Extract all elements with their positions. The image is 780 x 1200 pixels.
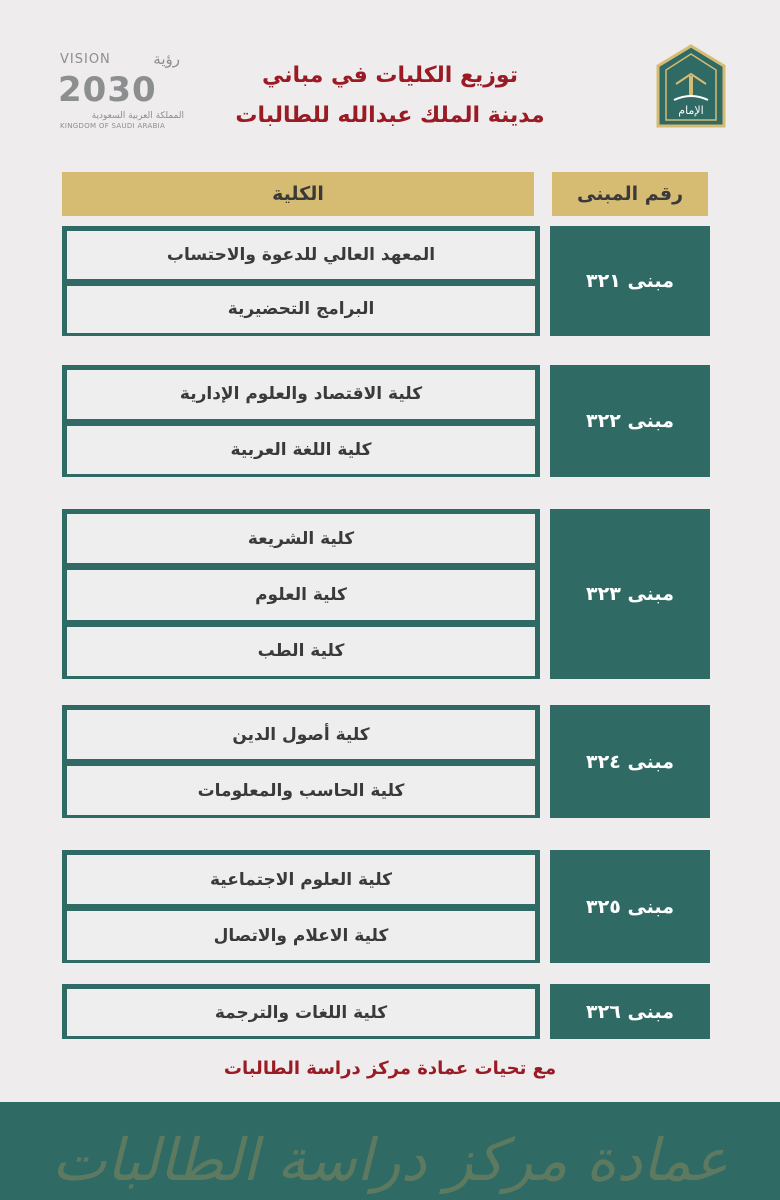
university-logo-text: الإمام xyxy=(678,104,704,117)
calligraphy-watermark: عمادة مركز دراسة الطالبات xyxy=(51,1126,729,1194)
college-cell: كلية الطب xyxy=(67,627,535,676)
college-cell: كلية الاعلام والاتصال xyxy=(67,911,535,960)
building-number: مبنى ٣٢٦ xyxy=(550,984,710,1039)
header-building: رقم المبنى xyxy=(552,172,708,216)
building-group-324 xyxy=(62,705,710,818)
footer-note: مع تحيات عمادة مركز دراسة الطالبات xyxy=(223,1058,557,1079)
building-number: مبنى ٣٢٤ xyxy=(550,705,710,818)
building-number: مبنى ٣٢٥ xyxy=(550,850,710,963)
building-number: مبنى ٣٢٣ xyxy=(550,509,710,679)
college-cell: كلية الشريعة xyxy=(67,514,535,563)
page-title xyxy=(200,56,580,136)
university-logo xyxy=(656,44,726,128)
college-cell: البرامج التحضيرية xyxy=(67,286,535,334)
building-group-326 xyxy=(62,984,710,1039)
college-cell: كلية أصول الدين xyxy=(67,710,535,759)
building-group-321 xyxy=(62,226,710,336)
college-cell: المعهد العالي للدعوة والاحتساب xyxy=(67,231,535,279)
header-college: الكلية xyxy=(62,172,534,216)
title-line-1: توزيع الكليات في مباني xyxy=(262,63,518,88)
college-cell: كلية الحاسب والمعلومات xyxy=(67,766,535,815)
college-cell: كلية العلوم الاجتماعية xyxy=(67,855,535,904)
building-group-325 xyxy=(62,850,710,963)
vision-en: VISION xyxy=(60,52,111,67)
building-group-322 xyxy=(62,365,710,477)
title-line-2: مدينة الملك عبدالله للطالبات xyxy=(235,103,545,128)
college-cell: كلية الاقتصاد والعلوم الإدارية xyxy=(67,370,535,419)
college-cell: كلية العلوم xyxy=(67,570,535,619)
college-cell: كلية اللغات والترجمة xyxy=(67,989,535,1036)
vision-year: 2030 xyxy=(58,70,157,110)
building-number: مبنى ٣٢١ xyxy=(550,226,710,336)
college-cell: كلية اللغة العربية xyxy=(67,426,535,475)
building-group-323 xyxy=(62,509,710,679)
vision-ar: رؤية xyxy=(153,50,180,68)
building-number: مبنى ٣٢٢ xyxy=(550,365,710,477)
bottom-banner xyxy=(0,1102,780,1200)
vision-country-ar: المملكة العربية السعودية xyxy=(91,111,184,121)
vision-2030-logo xyxy=(58,50,188,130)
vision-country-en: KINGDOM OF SAUDI ARABIA xyxy=(60,122,166,130)
